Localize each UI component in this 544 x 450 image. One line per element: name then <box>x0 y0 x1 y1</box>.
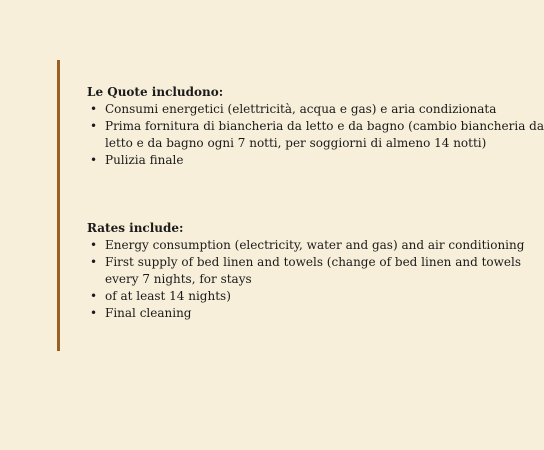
line: Prima fornitura di biancheria da letto e da bagno (cambio biancheria da <box>105 119 544 133</box>
line: letto e da bagno ogni 7 notti, per soggiorni di almeno 14 notti) <box>105 136 487 150</box>
text-block <box>87 84 544 322</box>
italian-section <box>87 84 544 169</box>
line: every 7 nights, for stays <box>105 272 252 286</box>
english-item-linen <box>87 254 522 288</box>
italian-item-energy <box>87 101 507 118</box>
line: of at least 14 nights) <box>105 289 231 303</box>
italian-title: Le Quote includono: <box>87 85 224 99</box>
section-gap <box>87 169 507 220</box>
italian-item-cleaning <box>87 152 507 169</box>
italian-item-linen <box>87 118 544 152</box>
accent-bar <box>57 60 60 351</box>
line: Energy consumption (electricity, water and gas) and air conditioning <box>105 238 525 252</box>
english-list <box>87 237 525 322</box>
english-item-energy <box>87 237 525 254</box>
line: Final cleaning <box>105 306 192 320</box>
line: Consumi energetici (elettricità, acqua e gas) e aria condizionata <box>105 102 497 116</box>
english-section <box>87 220 525 322</box>
italian-list <box>87 101 544 169</box>
english-item-cleaning <box>87 305 507 322</box>
line: First supply of bed linen and towels (change of bed linen and towels <box>105 255 522 269</box>
english-item-stays <box>87 288 507 305</box>
line: Pulizia finale <box>105 153 184 167</box>
english-title: Rates include: <box>87 221 184 235</box>
